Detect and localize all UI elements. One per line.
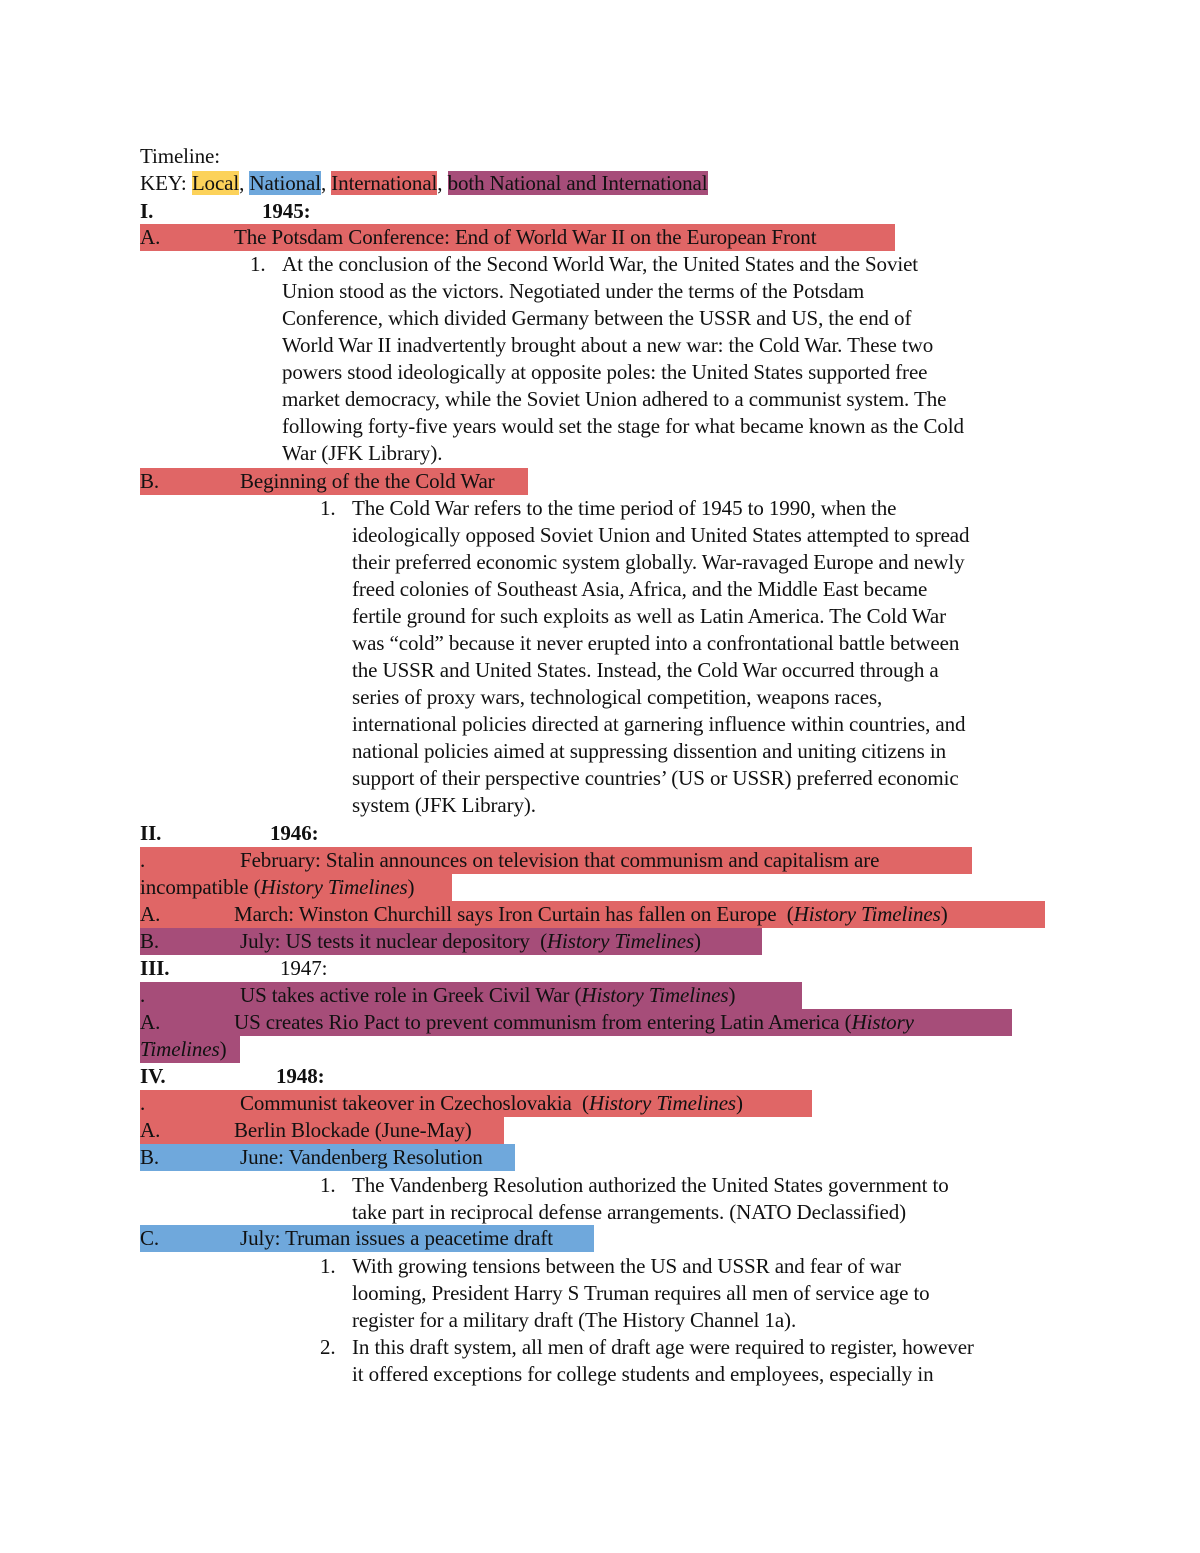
item-truman-draft: C. July: Truman issues a peacetime draft	[140, 1225, 594, 1252]
sub-num-truman-1: 1.	[320, 1254, 336, 1278]
sub-num-cold-war: 1.	[320, 496, 336, 520]
sub-num-vandenberg: 1.	[320, 1173, 336, 1197]
key-national: National	[249, 171, 321, 195]
item-berlin-blockade: A. Berlin Blockade (June-May)	[140, 1117, 504, 1144]
sub-num-truman-2: 2.	[320, 1335, 336, 1359]
section-heading-1948: IV.	[140, 1064, 166, 1088]
item-potsdam: A. The Potsdam Conference: End of World War II on the European Front	[140, 224, 895, 251]
item-rio-pact-cont: Timelines)	[140, 1036, 240, 1063]
item-stalin-february: . February: Stalin announces on television that communism and capitalism are	[140, 847, 972, 874]
key-both: both National and International	[447, 171, 708, 195]
document-title: Timeline:	[140, 144, 221, 168]
section-year-1946: 1946:	[270, 821, 319, 845]
section-heading-1947: III.	[140, 956, 170, 980]
sub-num-potsdam: 1.	[250, 252, 266, 276]
section-heading-1946: II.	[140, 821, 162, 845]
section-heading-1945: I.	[140, 199, 154, 223]
item-stalin-february-cont: incompatible (History Timelines)	[140, 874, 452, 901]
item-vandenberg-resolution: B. June: Vandenberg Resolution	[140, 1144, 515, 1171]
item-churchill-march: A. March: Winston Churchill says Iron Curtain has fallen on Europe (History Timelines)	[140, 901, 1045, 928]
section-year-1945: 1945:	[262, 199, 311, 223]
item-czechoslovakia: . Communist takeover in Czechoslovakia (History Timelines)	[140, 1090, 812, 1117]
key-international: International	[331, 171, 438, 195]
key-local: Local	[191, 171, 240, 195]
item-cold-war-beginning: B. Beginning of the the Cold War	[140, 468, 528, 495]
item-rio-pact: A. US creates Rio Pact to prevent communism from entering Latin America (History	[140, 1009, 1012, 1036]
section-year-1947: 1947:	[280, 956, 328, 980]
color-key: KEY: Local, National, International, both National and International	[140, 171, 708, 195]
item-greek-civil-war: . US takes active role in Greek Civil War (History Timelines)	[140, 982, 802, 1009]
section-year-1948: 1948:	[276, 1064, 325, 1088]
item-us-tests-july: B. July: US tests it nuclear depository (History Timelines)	[140, 928, 762, 955]
